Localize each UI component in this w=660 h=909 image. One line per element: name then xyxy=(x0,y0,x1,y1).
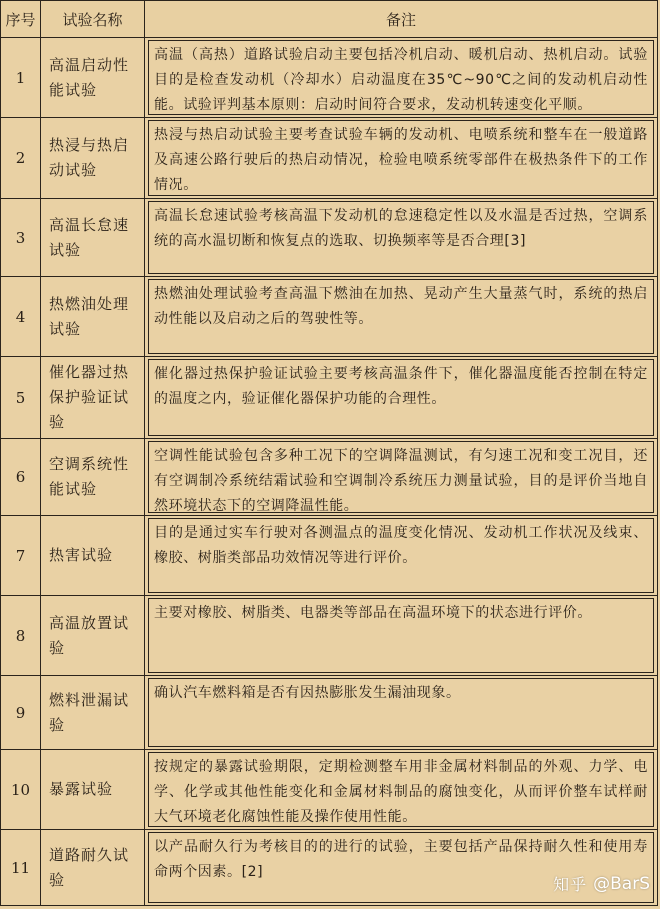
row-note: 高温（高热）道路试验启动主要包括冷机启动、暖机启动、热机启动。试验目的是检查发动机（冷却水）启动温度在35℃~90℃之间的发动机启动性能。试验评判基本原则：启动时间符合要求，发动机转速变化平顺。 xyxy=(148,40,654,115)
row-note: 热燃油处理试验考查高温下燃油在加热、晃动产生大量蒸气时，系统的热启动性能以及启动之后的驾驶性等。 xyxy=(148,279,654,354)
table-row xyxy=(1,676,658,750)
table-row xyxy=(1,38,658,118)
row-note: 催化器过热保护验证试验主要考核高温条件下，催化器温度能否控制在特定的温度之内，验证催化器保护功能的合理性。 xyxy=(148,359,654,436)
row-no: 1 xyxy=(1,38,41,118)
row-note-cell xyxy=(145,199,658,277)
table-row xyxy=(1,750,658,830)
row-name: 催化器过热保护验证试验 xyxy=(41,357,145,439)
row-note: 空调性能试验包含多种工况下的空调降温测试，有匀速工况和变工况目，还有空调制冷系统结霜试验和空调制冷系统压力测量试验，目的是评价当地自然环境状态下的空调降温性能。 xyxy=(148,441,654,513)
table-row xyxy=(1,118,658,199)
row-name: 高温长怠速试验 xyxy=(41,199,145,277)
row-name: 燃料泄漏试验 xyxy=(41,676,145,750)
row-name: 热害试验 xyxy=(41,516,145,596)
table-row xyxy=(1,439,658,516)
row-note: 以产品耐久行为考核目的的进行的试验，主要包括产品保持耐久性和使用寿命两个因素。[2] xyxy=(148,832,654,903)
row-no: 10 xyxy=(1,750,41,830)
table-header-row xyxy=(1,1,658,38)
row-note-cell xyxy=(145,277,658,357)
row-name: 高温启动性能试验 xyxy=(41,38,145,118)
row-note: 主要对橡胶、树脂类、电器类等部品在高温环境下的状态进行评价。 xyxy=(148,598,654,673)
row-note-cell xyxy=(145,38,658,118)
row-note: 高温长怠速试验考核高温下发动机的怠速稳定性以及水温是否过热，空调系统的高水温切断和恢复点的选取、切换频率等是否合理[3] xyxy=(148,201,654,274)
row-name: 空调系统性能试验 xyxy=(41,439,145,516)
zhihu-logo: 知乎 xyxy=(553,875,588,894)
row-note-cell xyxy=(145,750,658,830)
row-note: 按规定的暴露试验期限，定期检测整车用非金属材料制品的外观、力学、电学、化学或其他性能变化和金属材料制品的腐蚀变化，从而评价整车试样耐大气环境老化腐蚀性能及操作使用性能。 xyxy=(148,752,654,827)
row-note-cell xyxy=(145,357,658,439)
table-row xyxy=(1,277,658,357)
row-name: 高温放置试验 xyxy=(41,596,145,676)
zhihu-watermark xyxy=(553,872,650,895)
table-row xyxy=(1,199,658,277)
row-no: 8 xyxy=(1,596,41,676)
row-name: 暴露试验 xyxy=(41,750,145,830)
row-no: 11 xyxy=(1,830,41,906)
row-no: 2 xyxy=(1,118,41,199)
header-no: 序号 xyxy=(1,1,41,38)
row-note-cell xyxy=(145,439,658,516)
row-note-cell xyxy=(145,516,658,596)
header-note: 备注 xyxy=(145,1,658,38)
row-note: 热浸与热启动试验主要考查试验车辆的发动机、电喷系统和整车在一般道路及高速公路行驶后的热启动情况，检验电喷系统零部件在极热条件下的工作情况。 xyxy=(148,120,654,196)
header-name: 试验名称 xyxy=(41,1,145,38)
row-note: 确认汽车燃料箱是否有因热膨胀发生漏油现象。 xyxy=(148,678,654,747)
row-note: 目的是通过实车行驶对各测温点的温度变化情况、发动机工作状况及线束、橡胶、树脂类部品功效情况等进行评价。 xyxy=(148,518,654,593)
row-no: 9 xyxy=(1,676,41,750)
table-row xyxy=(1,596,658,676)
watermark-handle: @BarS xyxy=(593,873,650,894)
table-row xyxy=(1,357,658,439)
row-no: 4 xyxy=(1,277,41,357)
row-note-cell xyxy=(145,596,658,676)
row-note-cell xyxy=(145,118,658,199)
row-name: 热燃油处理试验 xyxy=(41,277,145,357)
row-no: 3 xyxy=(1,199,41,277)
table-row xyxy=(1,516,658,596)
row-no: 5 xyxy=(1,357,41,439)
row-name: 热浸与热启动试验 xyxy=(41,118,145,199)
row-note-cell xyxy=(145,676,658,750)
row-no: 6 xyxy=(1,439,41,516)
row-name: 道路耐久试验 xyxy=(41,830,145,906)
row-no: 7 xyxy=(1,516,41,596)
